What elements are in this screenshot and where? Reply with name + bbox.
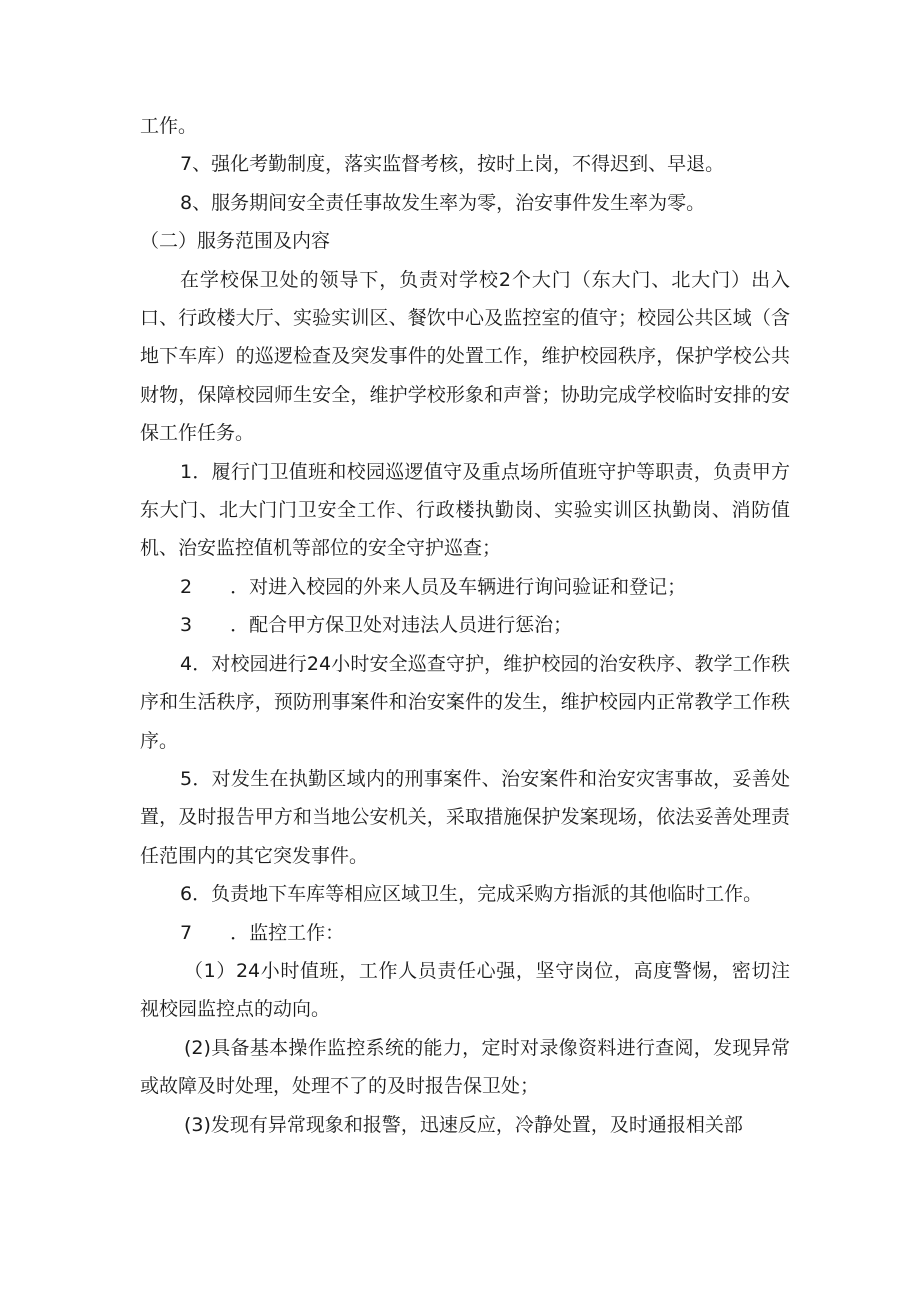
list-item-2: 2 ．对进入校园的外来人员及车辆进行询问验证和登记； bbox=[180, 575, 687, 598]
paragraph-intro: 在学校保卫处的领导下，负责对学校2个大门（东大门、北大门）出入口、行政楼大厅、实验实训区、餐饮中心及监控室的值守；校园公共区域（含地下车库）的巡逻检查及突发事件的处置工作，维护校园秩序，保护学校公共财物，保障校园师生安全，维护学校形象和声誉；协助完成学校临时安排的安保工作任务。 bbox=[140, 268, 790, 445]
sub-item-3: (3)发现有异常现象和报警，迅速反应，冷静处置，及时通报相关部 bbox=[184, 1113, 743, 1136]
sub-item-2: (2)具备基本操作监控系统的能力，定时对录像资料进行查阅，发现异常或故障及时处理，处理不了的及时报告保卫处； bbox=[140, 1036, 790, 1098]
list-item-5: 5．对发生在执勤区域内的刑事案件、治安案件和治安灾害事故，妥善处置，及时报告甲方和当地公安机关，采取措施保护发案现场，依法妥善处理责任范围内的其它突发事件。 bbox=[140, 767, 790, 867]
paragraph-item-8: 8、服务期间安全责任事故发生率为零，治安事件发生率为零。 bbox=[180, 191, 706, 214]
sub-item-1: （1）24小时值班，工作人员责任心强，坚守岗位，高度警惕，密切注视校园监控点的动向。 bbox=[140, 959, 790, 1021]
list-item-7: 7 ．监控工作： bbox=[180, 921, 345, 944]
section-heading: （二）服务范围及内容 bbox=[140, 230, 331, 253]
list-item-4: 4．对校园进行24小时安全巡查守护，维护校园的治安秩序、教学工作秩序和生活秩序，预防刑事案件和治安案件的发生，维护校园内正常教学工作秩序。 bbox=[140, 652, 790, 752]
list-item-6: 6．负责地下车库等相应区域卫生，完成采购方指派的其他临时工作。 bbox=[180, 883, 763, 906]
paragraph-item-7: 7、强化考勤制度，落实监督考核，按时上岗，不得迟到、早退。 bbox=[180, 153, 725, 176]
paragraph-continuation: 工作。 bbox=[140, 115, 198, 137]
body-text bbox=[140, 107, 790, 1144]
list-item-1: 1．履行门卫值班和校园巡逻值守及重点场所值班守护等职责，负责甲方东大门、北大门门卫安全工作、行政楼执勤岗、实验实训区执勤岗、消防值机、治安监控值机等部位的安全守护巡查； bbox=[140, 460, 790, 560]
list-item-3: 3 ．配合甲方保卫处对违法人员进行惩治； bbox=[180, 614, 573, 637]
